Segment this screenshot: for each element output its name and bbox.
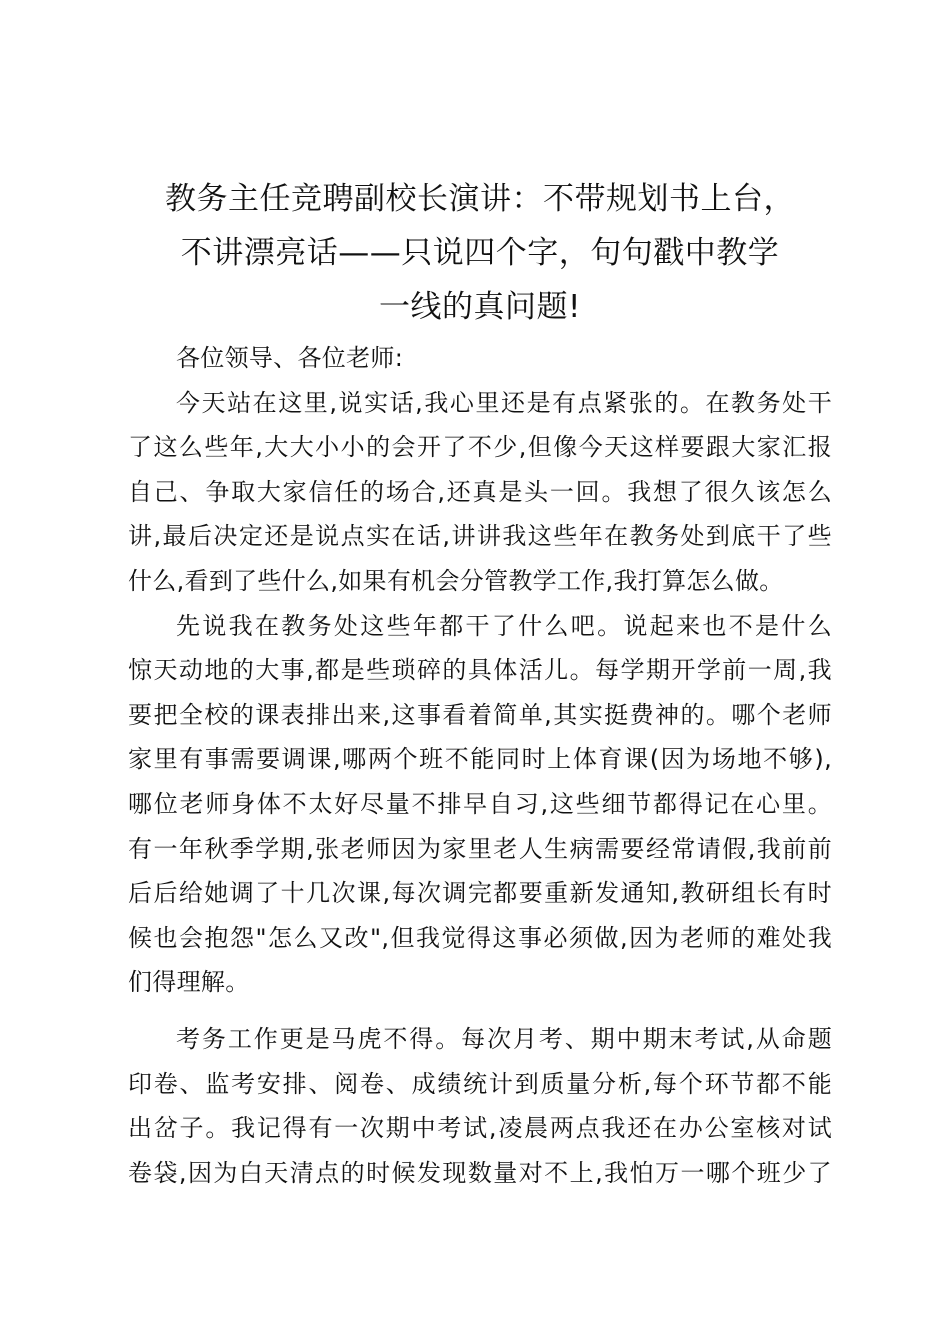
title-line: 教务主任竞聘副校长演讲：不带规划书上台， (165, 181, 795, 217)
salutation (128, 336, 832, 381)
text-line: 自己、争取大家信任的场合,还真是头一回。我想了很久该怎么 (128, 477, 832, 506)
text-line: 有一年秋季学期,张老师因为家里老人生病需要经常请假,我前前 (128, 834, 832, 863)
paragraph-1 (128, 381, 832, 604)
text-line: 惊天动地的大事,都是些琐碎的具体活儿。每学期开学前一周,我 (128, 656, 832, 685)
text-line: 今天站在这里,说实话,我心里还是有点紧张的。在教务处干 (176, 388, 832, 417)
paragraph-2 (128, 604, 832, 1005)
title-line: 一线的真问题! (379, 289, 581, 325)
salutation-text: 各位领导、各位老师: (176, 344, 404, 372)
text-line: 讲,最后决定还是说点实在话,讲讲我这些年在教务处到底干了些 (128, 522, 832, 551)
text-line: 后后给她调了十几次课,每次调完都要重新发通知,教研组长有时 (128, 879, 832, 908)
document-title (128, 172, 832, 334)
paragraph-spacer (128, 1005, 832, 1017)
title-line: 不讲漂亮话——只说四个字，句句戳中教学 (180, 235, 780, 271)
paragraph-3 (128, 1017, 832, 1195)
text-line: 要把全校的课表排出来,这事看着简单,其实挺费神的。哪个老师 (128, 700, 832, 729)
document-page (128, 172, 832, 1195)
text-line: 考务工作更是马虎不得。每次月考、期中期末考试,从命题 (176, 1024, 832, 1053)
text-line: 卷袋,因为白天清点的时候发现数量对不上,我怕万一哪个班少了 (128, 1158, 832, 1187)
text-line: 候也会抱怨"怎么又改",但我觉得这事必须做,因为老师的难处我 (128, 923, 832, 952)
text-line: 家里有事需要调课,哪两个班不能同时上体育课(因为场地不够), (128, 745, 832, 774)
text-line: 什么,看到了些什么,如果有机会分管教学工作,我打算怎么做。 (128, 566, 784, 595)
text-line: 印卷、监考安排、阅卷、成绩统计到质量分析,每个环节都不能 (128, 1069, 832, 1098)
text-line: 先说我在教务处这些年都干了什么吧。说起来也不是什么 (176, 611, 832, 640)
text-line: 出岔子。我记得有一次期中考试,凌晨两点我还在办公室核对试 (128, 1114, 832, 1143)
text-line: 了这么些年,大大小小的会开了不少,但像今天这样要跟大家汇报 (128, 433, 832, 462)
text-line: 们得理解。 (128, 968, 250, 997)
text-line: 哪位老师身体不太好尽量不排早自习,这些细节都得记在心里。 (128, 789, 832, 818)
